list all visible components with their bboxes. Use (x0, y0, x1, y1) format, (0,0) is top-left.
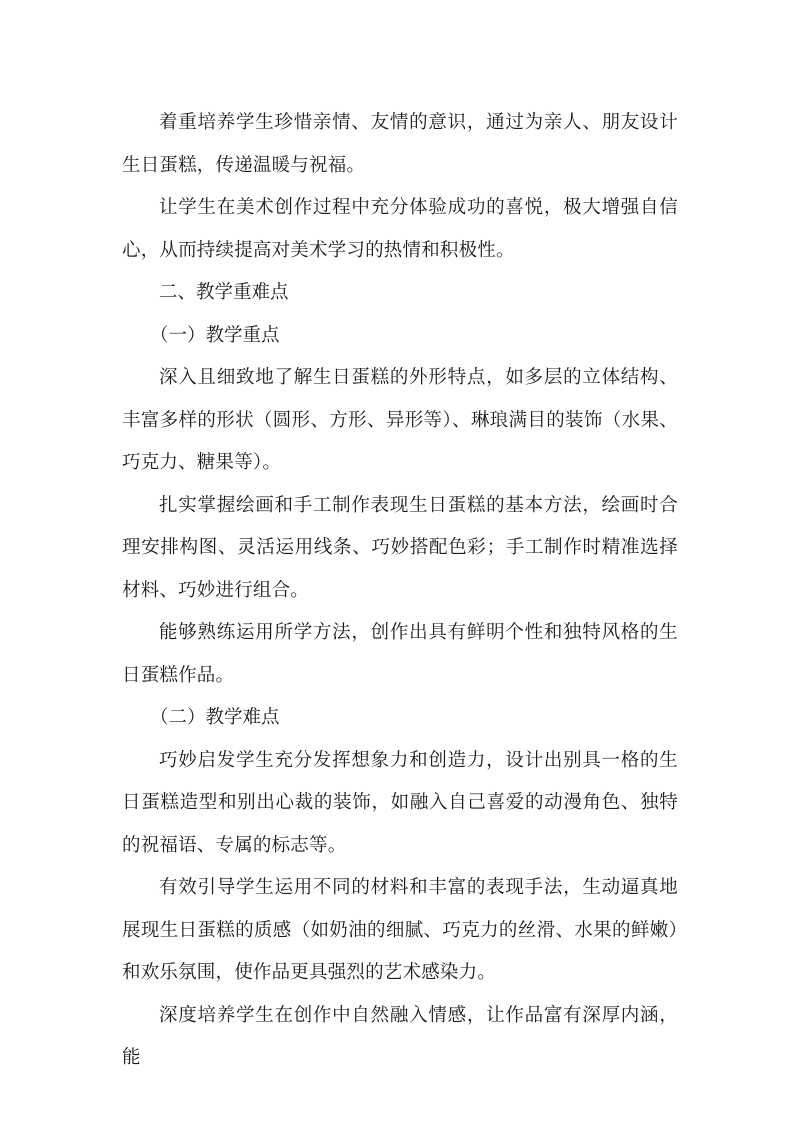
paragraph-materials-techniques: 有效引导学生运用不同的材料和丰富的表现手法，生动逼真地展现生日蛋糕的质感（如奶油的细腻、巧克力的丝滑、水果的鲜嫩）和欢乐氛围，使作品更具强烈的艺术感染力。 (122, 877, 678, 983)
document-body (122, 102, 678, 1080)
subheading-teaching-difficulty: （二）教学难点 (150, 707, 280, 728)
paragraph-imagination: 巧妙启发学生充分发挥想象力和创造力，设计出别具一格的生日蛋糕造型和别出心裁的装饰，如融入自己喜爱的动漫角色、独特的祝福语、专属的标志等。 (122, 749, 678, 856)
paragraph-confidence-goal: 让学生在美术创作过程中充分体验成功的喜悦，极大增强自信心，从而持续提高对美术学习的热情和积极性。 (122, 197, 678, 261)
paragraph-emotion-goal: 着重培养学生珍惜亲情、友情的意识，通过为亲人、朋友设计生日蛋糕，传递温暖与祝福。 (122, 112, 678, 176)
paragraph-emotional-expression: 深度培养学生在创作中自然融入情感，让作品富有深厚内涵，能 (122, 1004, 678, 1068)
paragraph-cake-features: 深入且细致地了解生日蛋糕的外形特点，如多层的立体结构、丰富多样的形状（圆形、方形、异形等）、琳琅满目的装饰（水果、巧克力、糖果等）。 (122, 367, 678, 473)
paragraph-creative-works: 能够熟练运用所学方法，创作出具有鲜明个性和独特风格的生日蛋糕作品。 (122, 622, 678, 686)
subheading-teaching-focus: （一）教学重点 (150, 324, 280, 346)
section-heading-key-difficult-points: 二、教学重难点 (159, 282, 289, 303)
paragraph-basic-methods: 扎实掌握绘画和手工制作表现生日蛋糕的基本方法，绘画时合理安排构图、灵活运用线条、巧妙搭配色彩；手工制作时精准选择材料、巧妙进行组合。 (122, 494, 678, 601)
